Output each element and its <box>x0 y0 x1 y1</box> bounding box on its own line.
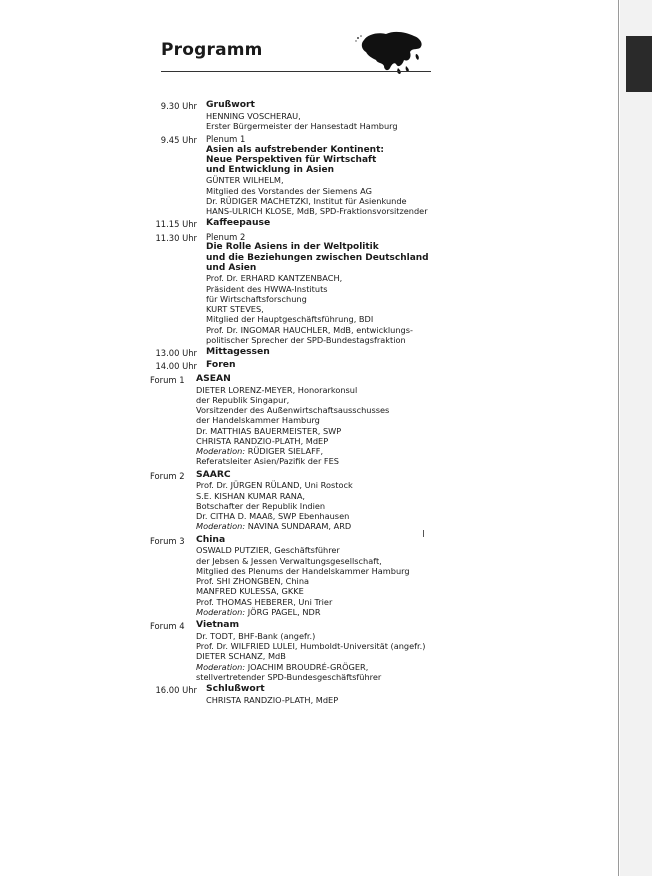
item-body <box>196 470 600 532</box>
item-heading: Mittagessen <box>206 346 270 358</box>
item-heading: Kaffeepause <box>206 217 271 229</box>
time-label: 11.15 Uhr <box>155 219 197 230</box>
scan-mark <box>423 530 424 537</box>
speaker-line: DIETER SCHANZ, MdB <box>196 651 286 662</box>
item-heading: Foren <box>206 358 236 370</box>
plenum-subtitle-line: und Asien <box>206 263 257 274</box>
item-body <box>206 360 600 371</box>
item-heading: Vietnam <box>196 619 240 631</box>
item-body <box>206 232 600 345</box>
program-item <box>0 470 600 532</box>
item-body <box>206 100 600 131</box>
program-item <box>0 374 600 467</box>
time-label: 9.30 Uhr <box>160 101 197 111</box>
program-item <box>0 100 600 131</box>
speaker-line: Prof. Dr. JÜRGEN RÜLAND, Uni Rostock <box>196 480 353 491</box>
plenum-subtitle-line: Asien als aufstrebender Kontinent: <box>206 144 384 155</box>
speaker-line: Prof. Dr. WILFRIED LULEI, Humboldt-Universität (angefr.) <box>196 641 426 652</box>
speaker-line: Prof. Dr. INGOMAR HAUCHLER, MdB, entwicklungs- <box>206 324 413 335</box>
forum-label: Forum 2 <box>150 470 185 481</box>
plenum-subtitle-line: Die Rolle Asiens in der Weltpolitik <box>206 242 379 253</box>
title-rule <box>161 71 431 72</box>
program-item <box>0 620 600 682</box>
item-heading: China <box>196 533 226 545</box>
program-item <box>0 218 600 229</box>
item-heading: Schlußwort <box>206 683 265 695</box>
speaker-line: KURT STEVES, <box>206 304 264 315</box>
item-heading: SAARC <box>196 468 231 480</box>
speaker-line: Mitglied des Plenums der Handelskammer Hamburg <box>196 565 410 576</box>
moderation-label: Moderation: <box>196 661 246 672</box>
speaker-line: GÜNTER WILHELM, <box>206 175 284 186</box>
item-body <box>196 535 600 618</box>
item-body <box>206 684 600 705</box>
speaker-line: Prof. Dr. ERHARD KANTZENBACH, <box>206 273 343 284</box>
speaker-line: Mitglied der Hauptgeschäftsführung, BDI <box>206 314 374 325</box>
moderator-name: JOACHIM BROUDRÉ-GRÖGER, <box>245 661 369 672</box>
speaker-line: Erster Bürgermeister der Hansestadt Hamburg <box>206 121 398 132</box>
moderator-name: JÖRG PAGEL, NDR <box>245 606 321 617</box>
item-body <box>196 620 600 682</box>
page-edge-line <box>618 0 619 876</box>
speaker-line: S.E. KISHAN KUMAR RANA, <box>196 490 306 501</box>
moderation-label: Moderation: <box>196 446 246 457</box>
time-label: 11.30 Uhr <box>155 233 197 244</box>
plenum-label: Plenum 1 <box>206 134 246 145</box>
speaker-line: Dr. TODT, BHF-Bank (angefr.) <box>196 630 316 641</box>
forum-label: Forum 4 <box>150 621 185 632</box>
speaker-line: der Jebsen & Jessen Verwaltungsgesellschaft, <box>196 555 382 566</box>
scan-edge <box>620 0 652 876</box>
item-body <box>206 134 600 216</box>
plenum-subtitle-line: und die Beziehungen zwischen Deutschland <box>206 252 429 263</box>
moderator-role: stellvertretender SPD-Bundesgeschäftsführer <box>196 671 382 682</box>
speaker-line: CHRISTA RANDZIO-PLATH, MdEP <box>196 435 329 446</box>
item-heading: Grußwort <box>206 99 255 110</box>
time-label: 13.00 Uhr <box>155 348 197 359</box>
scan-edge-block <box>626 36 652 92</box>
speaker-line: der Handelskammer Hamburg <box>196 415 320 426</box>
item-body <box>206 218 600 229</box>
page-title: Programm <box>161 40 263 60</box>
speaker-line: Prof. THOMAS HEBERER, Uni Trier <box>196 596 333 607</box>
speaker-line: HANS-ULRICH KLOSE, MdB, SPD-Fraktionsvorsitzender <box>206 206 428 217</box>
plenum-subtitle-line: und Entwicklung in Asien <box>206 165 334 176</box>
moderator-name: RÜDIGER SIELAFF, <box>245 446 324 457</box>
speaker-line: Vorsitzender des Außenwirtschaftsausschusses <box>196 405 390 416</box>
time-label: 9.45 Uhr <box>160 135 197 146</box>
item-body <box>206 347 600 358</box>
speaker-line: Präsident des HWWA-Instituts <box>206 283 328 294</box>
moderator-role: Referatsleiter Asien/Pazifik der FES <box>196 456 340 467</box>
plenum-label: Plenum 2 <box>206 232 246 243</box>
time-label: 16.00 Uhr <box>155 685 197 696</box>
speaker-line: Botschafter der Republik Indien <box>196 500 326 511</box>
item-body <box>196 374 600 467</box>
speaker-line: Prof. SHI ZHONGBEN, China <box>196 576 310 587</box>
program-item <box>0 684 600 705</box>
program-item <box>0 535 600 618</box>
forum-label: Forum 1 <box>150 374 185 385</box>
moderation-label: Moderation: <box>196 521 246 532</box>
speaker-line: MANFRED KULESSA, GKKE <box>196 586 304 597</box>
moderation-line <box>196 521 600 531</box>
program-item <box>0 347 600 358</box>
moderation-label: Moderation: <box>196 606 246 617</box>
speaker-line: für Wirtschaftsforschung <box>206 293 307 304</box>
speaker-line: OSWALD PUTZIER, Geschäftsführer <box>196 545 340 556</box>
item-heading: ASEAN <box>196 372 231 384</box>
speaker-line: Dr. MATTHIAS BAUERMEISTER, SWP <box>196 425 342 436</box>
speaker-line: DIETER LORENZ-MEYER, Honorarkonsul <box>196 384 358 395</box>
moderation-line <box>196 607 600 617</box>
plenum-subtitle-line: Neue Perspektiven für Wirtschaft <box>206 154 377 165</box>
speaker-line: der Republik Singapur, <box>196 394 290 405</box>
forum-label: Forum 3 <box>150 535 185 546</box>
speaker-line: HENNING VOSCHERAU, <box>206 110 301 121</box>
moderation-line <box>196 446 600 456</box>
speaker-line: Dr. CITHA D. MAAß, SWP Ebenhausen <box>196 511 350 522</box>
speaker-line: CHRISTA RANDZIO-PLATH, MdEP <box>206 694 339 705</box>
time-label: 14.00 Uhr <box>155 360 197 371</box>
program-item <box>0 134 600 216</box>
moderator-name: NAVINA SUNDARAM, ARD <box>245 521 352 532</box>
program-item <box>0 360 600 371</box>
speaker-line: Dr. RÜDIGER MACHETZKI, Institut für Asienkunde <box>206 195 407 206</box>
program-list <box>0 100 600 707</box>
moderation-line <box>196 662 600 672</box>
speaker-line: politischer Sprecher der SPD-Bundestagsfraktion <box>206 334 406 345</box>
speaker-line: Mitglied des Vorstandes der Siemens AG <box>206 185 372 196</box>
program-item <box>0 232 600 345</box>
